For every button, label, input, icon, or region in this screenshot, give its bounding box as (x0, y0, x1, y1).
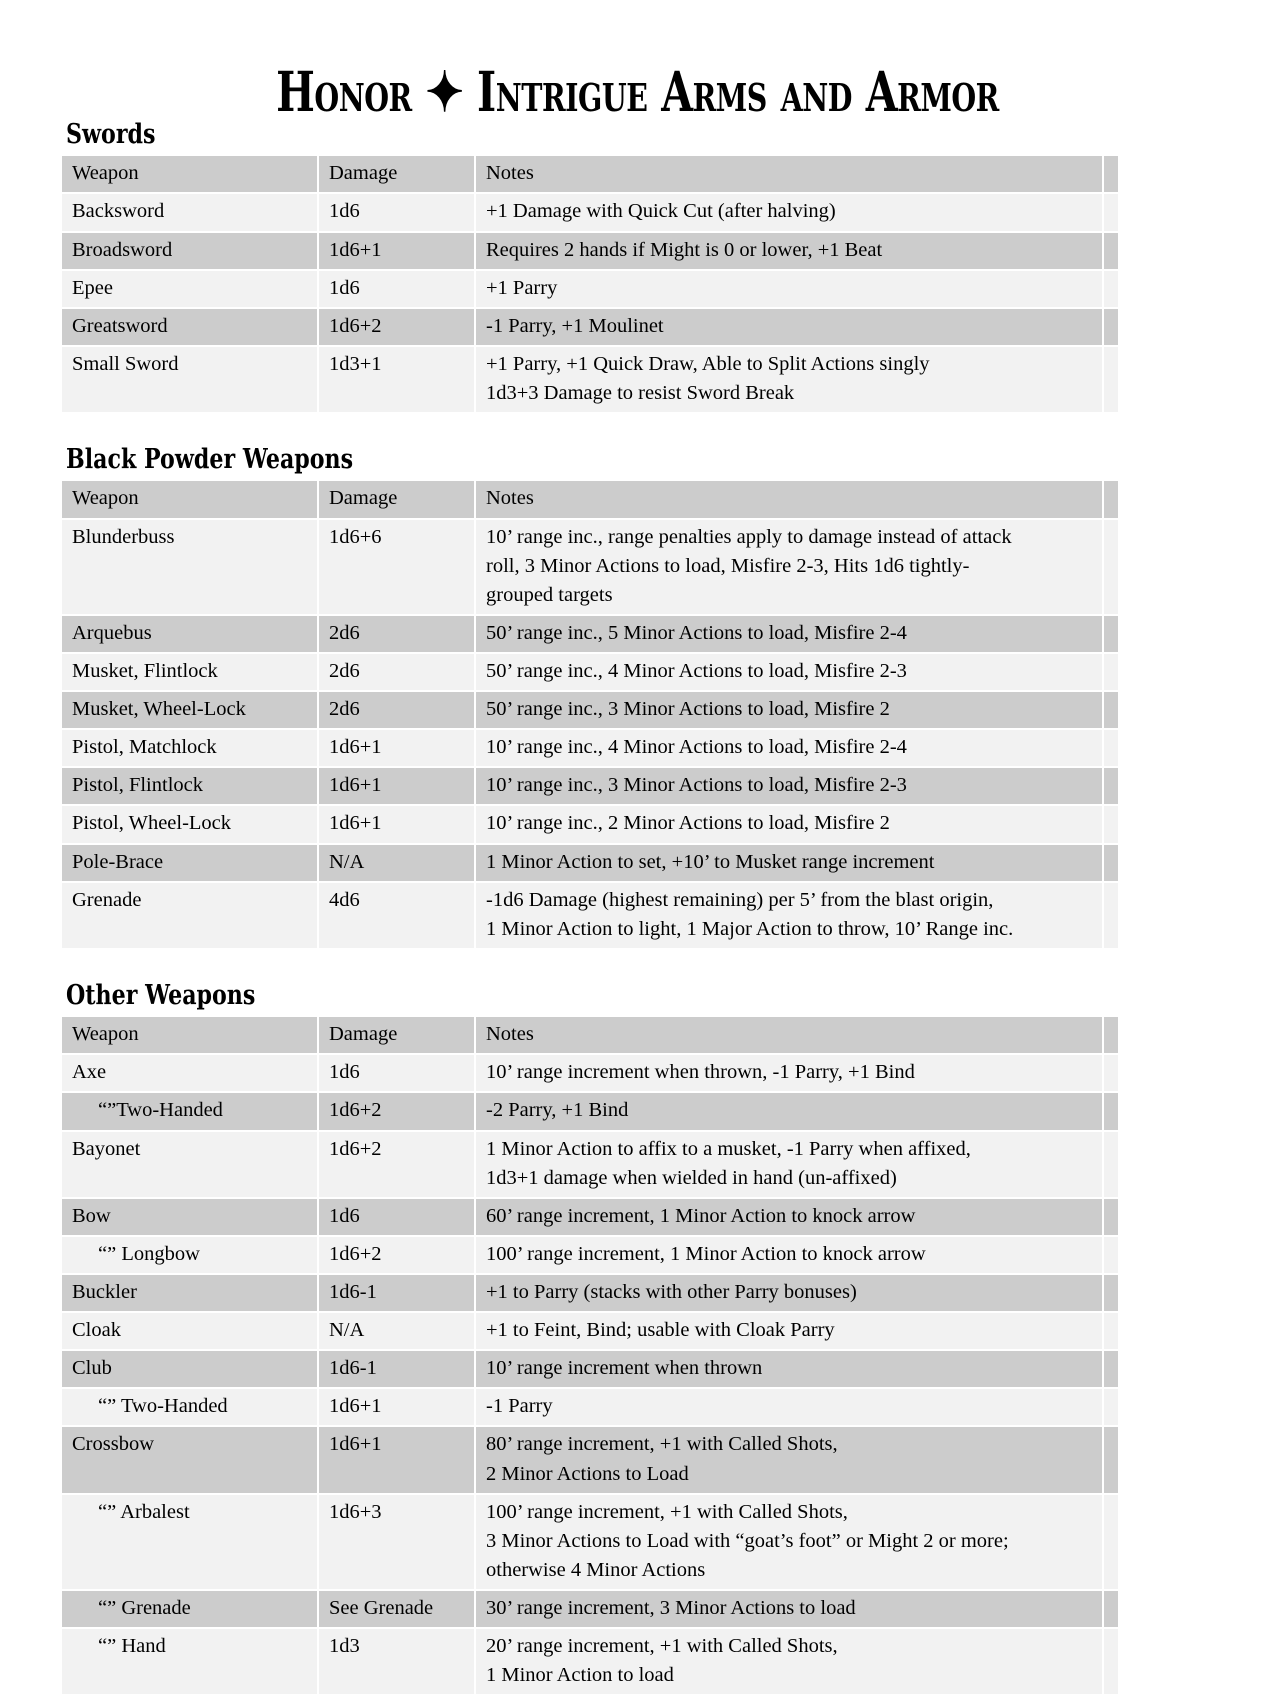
section-title-other-weapons: Other Weapons (66, 979, 256, 1011)
notes-line: 10’ range inc., 2 Minor Actions to load, Misfire 2 (486, 812, 890, 835)
cell-notes (476, 654, 1102, 690)
cell-spacer (1104, 309, 1118, 345)
table-row (62, 1093, 1118, 1129)
weapon-table-other-weapons (60, 1015, 1120, 1696)
cell-notes (476, 520, 1102, 614)
section-swords (0, 107, 1275, 414)
cell-notes (476, 271, 1102, 307)
cell-notes (476, 730, 1102, 766)
sub-entry-label: “”Two-Handed (98, 1099, 223, 1122)
cell-notes (476, 1132, 1102, 1197)
cell-damage: 1d6 (319, 1055, 474, 1091)
table-row (62, 730, 1118, 766)
table-row (62, 768, 1118, 804)
cell-spacer (1104, 845, 1118, 881)
notes-line: 20’ range increment, +1 with Called Shots, (486, 1635, 838, 1658)
section-other-weapons (0, 950, 1275, 1696)
table-row (62, 1495, 1118, 1589)
cell-weapon: Grenade (62, 883, 317, 948)
table-row (62, 1055, 1118, 1091)
table-row (62, 1199, 1118, 1235)
table-row (62, 883, 1118, 948)
weapon-table-swords (60, 154, 1120, 414)
notes-line: 80’ range increment, +1 with Called Shots, (486, 1433, 838, 1456)
cell-spacer (1104, 1629, 1118, 1694)
notes-line: 1 Minor Action to affix to a musket, -1 Parry when affixed, (486, 1137, 971, 1160)
notes-line: otherwise 4 Minor Actions (486, 1558, 706, 1581)
cell-spacer (1104, 1351, 1118, 1387)
cell-notes (476, 768, 1102, 804)
cell-weapon (62, 1629, 317, 1694)
notes-line: 1d3+1 damage when wielded in hand (un-affixed) (486, 1166, 897, 1189)
notes-line: +1 to Feint, Bind; usable with Cloak Parry (486, 1319, 835, 1342)
section-title-swords: Swords (66, 119, 156, 150)
cell-damage: 1d3 (319, 1629, 474, 1694)
column-header-notes: Notes (476, 156, 1102, 192)
table-row (62, 1389, 1118, 1425)
cell-notes (476, 1389, 1102, 1425)
cell-damage: 1d6+2 (319, 1093, 474, 1129)
cell-weapon (62, 1495, 317, 1589)
cell-spacer (1104, 1237, 1118, 1273)
notes-line: 1 Minor Action to set, +10’ to Musket range increment (486, 850, 935, 873)
cell-spacer (1104, 1427, 1118, 1492)
cell-notes (476, 845, 1102, 881)
cell-notes (476, 1495, 1102, 1589)
cell-weapon (62, 1591, 317, 1627)
notes-line: +1 Parry, +1 Quick Draw, Able to Split Actions singly (486, 352, 930, 375)
cell-notes (476, 233, 1102, 269)
table-row (62, 1591, 1118, 1627)
cell-notes (476, 1093, 1102, 1129)
cell-damage: 1d6+2 (319, 1132, 474, 1197)
cell-damage: 2d6 (319, 692, 474, 728)
cell-notes (476, 1427, 1102, 1492)
cell-weapon: Cloak (62, 1313, 317, 1349)
cell-damage: 1d6 (319, 194, 474, 230)
cell-weapon (62, 1093, 317, 1129)
table-row (62, 1351, 1118, 1387)
cell-spacer (1104, 1093, 1118, 1129)
cell-notes (476, 806, 1102, 842)
cell-notes (476, 194, 1102, 230)
column-header-damage: Damage (319, 156, 474, 192)
table-row (62, 1237, 1118, 1273)
cell-damage: 1d6+2 (319, 309, 474, 345)
sub-entry-label: “” Grenade (98, 1596, 191, 1619)
cell-notes (476, 1629, 1102, 1694)
table-row (62, 1629, 1118, 1694)
table-row (62, 1427, 1118, 1492)
cell-damage: 1d6+1 (319, 1389, 474, 1425)
cell-spacer (1104, 1275, 1118, 1311)
cell-weapon: Pistol, Flintlock (62, 768, 317, 804)
sections-container (0, 107, 1275, 1696)
cell-damage: 1d6 (319, 1199, 474, 1235)
cell-spacer (1104, 520, 1118, 614)
notes-line: 100’ range increment, +1 with Called Shots, (486, 1500, 848, 1523)
cell-damage: 2d6 (319, 654, 474, 690)
cell-weapon: Backsword (62, 194, 317, 230)
cell-weapon: Crossbow (62, 1427, 317, 1492)
cell-damage: 1d6+1 (319, 806, 474, 842)
cell-weapon: Small Sword (62, 347, 317, 412)
cell-spacer (1104, 347, 1118, 412)
table-row (62, 347, 1118, 412)
column-header-weapon: Weapon (62, 1017, 317, 1053)
cell-spacer (1104, 692, 1118, 728)
cell-weapon: Bayonet (62, 1132, 317, 1197)
table-row (62, 309, 1118, 345)
notes-line: grouped targets (486, 583, 613, 606)
cell-spacer (1104, 1199, 1118, 1235)
cell-weapon: Club (62, 1351, 317, 1387)
cell-damage: 1d6+2 (319, 1237, 474, 1273)
cell-spacer (1104, 1055, 1118, 1091)
cell-spacer (1104, 1132, 1118, 1197)
cell-spacer (1104, 883, 1118, 948)
cell-damage: 1d6+1 (319, 768, 474, 804)
table-header-row (62, 481, 1118, 517)
notes-line: +1 Parry (486, 276, 558, 299)
table-row (62, 1132, 1118, 1197)
cell-notes (476, 616, 1102, 652)
cell-weapon: Blunderbuss (62, 520, 317, 614)
cell-spacer (1104, 654, 1118, 690)
cell-damage: 1d6-1 (319, 1351, 474, 1387)
cell-notes (476, 1313, 1102, 1349)
notes-line: -1d6 Damage (highest remaining) per 5’ from the blast origin, (486, 888, 994, 911)
notes-line: Requires 2 hands if Might is 0 or lower, +1 Beat (486, 238, 883, 261)
cell-damage: 1d6+1 (319, 233, 474, 269)
cell-notes (476, 1275, 1102, 1311)
cell-spacer (1104, 768, 1118, 804)
cell-damage: 1d6+3 (319, 1495, 474, 1589)
cell-weapon (62, 1389, 317, 1425)
column-header-spacer (1104, 1017, 1118, 1053)
section-title-black-powder-weapons: Black Powder Weapons (66, 444, 354, 476)
cell-damage: 1d6+1 (319, 1427, 474, 1492)
weapon-table-black-powder-weapons (60, 479, 1120, 949)
cell-spacer (1104, 806, 1118, 842)
table-row (62, 806, 1118, 842)
table-row (62, 233, 1118, 269)
column-header-notes: Notes (476, 481, 1102, 517)
cell-damage: 1d3+1 (319, 347, 474, 412)
table-row (62, 1313, 1118, 1349)
notes-line: -1 Parry (486, 1395, 553, 1418)
notes-line: 10’ range increment when thrown, -1 Parry, +1 Bind (486, 1061, 915, 1084)
cell-weapon: Buckler (62, 1275, 317, 1311)
cell-spacer (1104, 233, 1118, 269)
cell-damage: 1d6 (319, 271, 474, 307)
cell-spacer (1104, 1495, 1118, 1589)
cell-weapon: Musket, Wheel-Lock (62, 692, 317, 728)
table-row (62, 692, 1118, 728)
cell-spacer (1104, 194, 1118, 230)
notes-line: 1 Minor Action to load (486, 1664, 674, 1687)
cell-notes (476, 1351, 1102, 1387)
cell-weapon: Axe (62, 1055, 317, 1091)
section-black-powder-weapons (0, 414, 1275, 950)
cell-damage: 2d6 (319, 616, 474, 652)
cell-notes (476, 692, 1102, 728)
cell-weapon: Pole-Brace (62, 845, 317, 881)
cell-spacer (1104, 730, 1118, 766)
notes-line: 10’ range inc., 4 Minor Actions to load, Misfire 2-4 (486, 736, 907, 759)
notes-line: 50’ range inc., 3 Minor Actions to load, Misfire 2 (486, 698, 890, 721)
column-header-damage: Damage (319, 1017, 474, 1053)
column-header-notes: Notes (476, 1017, 1102, 1053)
cell-weapon: Bow (62, 1199, 317, 1235)
notes-line: 50’ range inc., 4 Minor Actions to load, Misfire 2-3 (486, 660, 907, 682)
cell-notes (476, 1055, 1102, 1091)
cell-weapon: Musket, Flintlock (62, 654, 317, 690)
cell-damage: 1d6+1 (319, 730, 474, 766)
table-row (62, 654, 1118, 690)
cell-damage: See Grenade (319, 1591, 474, 1627)
notes-line: 10’ range inc., 3 Minor Actions to load, Misfire 2-3 (486, 774, 907, 797)
table-row (62, 845, 1118, 881)
cell-weapon: Greatsword (62, 309, 317, 345)
notes-line: -2 Parry, +1 Bind (486, 1099, 629, 1122)
table-header-row (62, 156, 1118, 192)
notes-line: 1 Minor Action to light, 1 Major Action to throw, 10’ Range inc. (486, 917, 1014, 940)
sub-entry-label: “” Arbalest (98, 1500, 190, 1523)
notes-line: 1d3+3 Damage to resist Sword Break (486, 382, 795, 404)
notes-line: roll, 3 Minor Actions to load, Misfire 2-3, Hits 1d6 tightly- (486, 554, 970, 577)
column-header-weapon: Weapon (62, 156, 317, 192)
cell-spacer (1104, 616, 1118, 652)
cell-notes (476, 309, 1102, 345)
cell-notes (476, 883, 1102, 948)
cell-weapon: Arquebus (62, 616, 317, 652)
table-row (62, 616, 1118, 652)
notes-line: 10’ range inc., range penalties apply to damage instead of attack (486, 525, 1012, 548)
cell-notes (476, 1591, 1102, 1627)
cell-weapon (62, 1237, 317, 1273)
notes-line: 30’ range increment, 3 Minor Actions to load (486, 1596, 856, 1619)
cell-damage: N/A (319, 845, 474, 881)
notes-line: 60’ range increment, 1 Minor Action to knock arrow (486, 1204, 916, 1227)
table-header-row (62, 1017, 1118, 1053)
cell-weapon: Pistol, Matchlock (62, 730, 317, 766)
column-header-weapon: Weapon (62, 481, 317, 517)
column-header-damage: Damage (319, 481, 474, 517)
page-title: Honor ✦ Intrigue Arms and Armor (276, 59, 999, 125)
table-row (62, 194, 1118, 230)
sub-entry-label: “” Two-Handed (98, 1395, 228, 1418)
sub-entry-label: “” Hand (98, 1635, 166, 1658)
cell-spacer (1104, 271, 1118, 307)
table-row (62, 520, 1118, 614)
notes-line: 10’ range increment when thrown (486, 1357, 763, 1380)
notes-line: 2 Minor Actions to Load (486, 1462, 689, 1485)
cell-spacer (1104, 1313, 1118, 1349)
notes-line: 3 Minor Actions to Load with “goat’s foot” or Might 2 or more; (486, 1529, 1009, 1552)
cell-damage: 1d6-1 (319, 1275, 474, 1311)
notes-line: -1 Parry, +1 Moulinet (486, 314, 664, 337)
cell-notes (476, 347, 1102, 412)
cell-notes (476, 1199, 1102, 1235)
cell-spacer (1104, 1389, 1118, 1425)
notes-line: 100’ range increment, 1 Minor Action to knock arrow (486, 1242, 926, 1265)
cell-notes (476, 1237, 1102, 1273)
notes-line: +1 Damage with Quick Cut (after halving) (486, 200, 836, 223)
cell-damage: 4d6 (319, 883, 474, 948)
table-row (62, 1275, 1118, 1311)
cell-damage: N/A (319, 1313, 474, 1349)
cell-damage: 1d6+6 (319, 520, 474, 614)
cell-spacer (1104, 1591, 1118, 1627)
table-row (62, 271, 1118, 307)
cell-weapon: Pistol, Wheel-Lock (62, 806, 317, 842)
notes-line: 50’ range inc., 5 Minor Actions to load, Misfire 2-4 (486, 621, 907, 644)
sub-entry-label: “” Longbow (98, 1242, 200, 1265)
cell-weapon: Broadsword (62, 233, 317, 269)
column-header-spacer (1104, 481, 1118, 517)
notes-line: +1 to Parry (stacks with other Parry bonuses) (486, 1280, 857, 1303)
cell-weapon: Epee (62, 271, 317, 307)
column-header-spacer (1104, 156, 1118, 192)
